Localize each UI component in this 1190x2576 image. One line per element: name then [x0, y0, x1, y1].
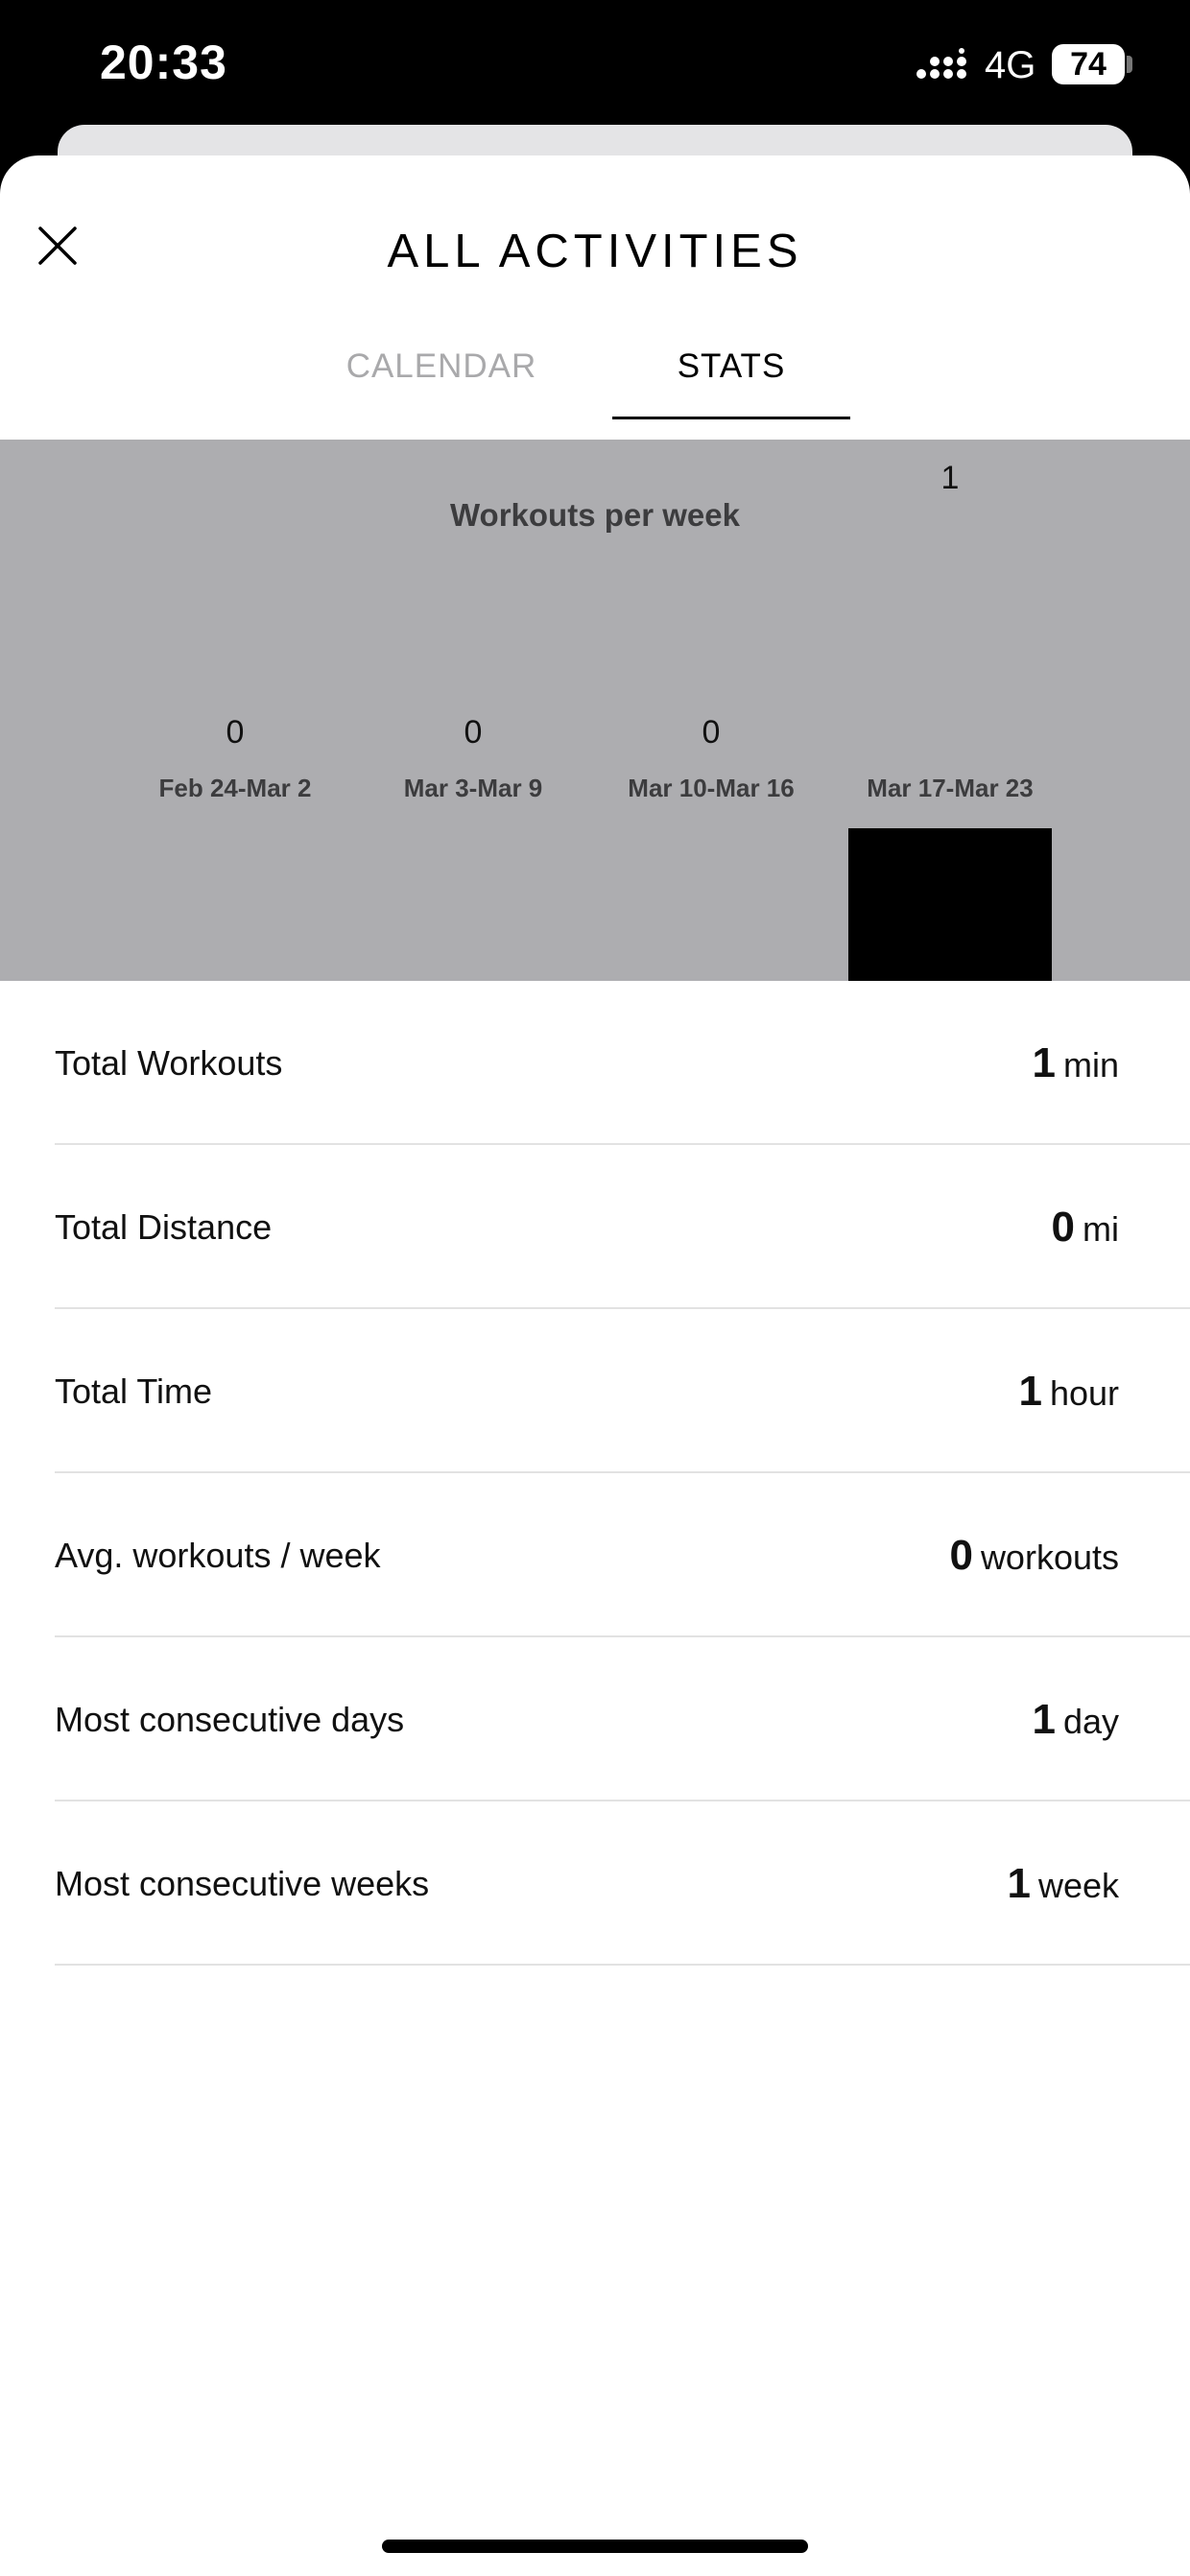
workouts-chart	[0, 440, 1190, 981]
stat-unit: min	[1062, 1045, 1119, 1085]
stat-unit: hour	[1049, 1373, 1119, 1413]
stat-label: Total Workouts	[55, 1043, 283, 1083]
stat-label: Total Distance	[55, 1207, 273, 1247]
stat-row	[55, 1801, 1190, 1966]
stat-label: Avg. workouts / week	[55, 1536, 381, 1575]
stat-value	[1007, 1801, 1119, 1968]
stat-value	[1033, 981, 1120, 1147]
chart-data-label: 0	[702, 714, 721, 751]
battery-nub	[1127, 56, 1132, 73]
chart-category-label: Mar 10-Mar 16	[628, 774, 795, 802]
status-bar	[0, 0, 1190, 125]
stat-row	[55, 1309, 1190, 1473]
home-indicator	[382, 2540, 808, 2553]
chart-category-label: Mar 3-Mar 9	[403, 774, 543, 802]
stat-value	[1032, 1637, 1119, 1803]
stat-number: 0	[1051, 1204, 1075, 1251]
chart-canvas	[0, 440, 1190, 981]
tab-stats[interactable]: STATS	[677, 347, 786, 385]
stat-number: 1	[1032, 1039, 1056, 1086]
stat-unit: week	[1037, 1866, 1119, 1905]
stat-number: 1	[1032, 1696, 1056, 1743]
chart-title: Workouts per week	[450, 497, 740, 533]
chart-data-label: 0	[226, 714, 245, 751]
active-tab-indicator	[612, 417, 850, 419]
stat-row	[55, 981, 1190, 1145]
stat-label: Most consecutive weeks	[55, 1864, 430, 1903]
signal-icon	[916, 48, 969, 81]
stat-number: 0	[949, 1532, 973, 1579]
stat-unit: day	[1062, 1702, 1119, 1741]
stat-number: 1	[1018, 1368, 1042, 1415]
stats-list	[0, 981, 1190, 1966]
stat-unit: mi	[1083, 1209, 1119, 1249]
stat-row	[55, 1145, 1190, 1309]
battery-icon	[1052, 44, 1125, 84]
activities-sheet	[0, 155, 1190, 2576]
network-label: 4G	[985, 44, 1036, 86]
stat-label: Most consecutive days	[55, 1700, 405, 1739]
stat-number: 1	[1007, 1860, 1031, 1907]
chart-data-label: 0	[464, 714, 483, 751]
chart-bar	[848, 828, 1052, 981]
tab-calendar[interactable]: CALENDAR	[345, 347, 537, 385]
stat-value	[1018, 1309, 1119, 1475]
chart-data-label: 1	[940, 460, 960, 496]
stat-row	[55, 1637, 1190, 1801]
chart-category-label: Mar 17-Mar 23	[867, 774, 1034, 802]
stat-value	[1052, 1145, 1119, 1311]
page-title: ALL ACTIVITIES	[387, 226, 803, 277]
battery-level: 74	[1070, 45, 1107, 83]
stat-unit: workouts	[980, 1538, 1119, 1577]
chart-category-label: Feb 24-Mar 2	[158, 774, 312, 802]
stat-value	[949, 1473, 1119, 1639]
stat-label: Total Time	[55, 1371, 213, 1411]
stat-row	[55, 1473, 1190, 1637]
status-time: 20:33	[100, 36, 227, 89]
